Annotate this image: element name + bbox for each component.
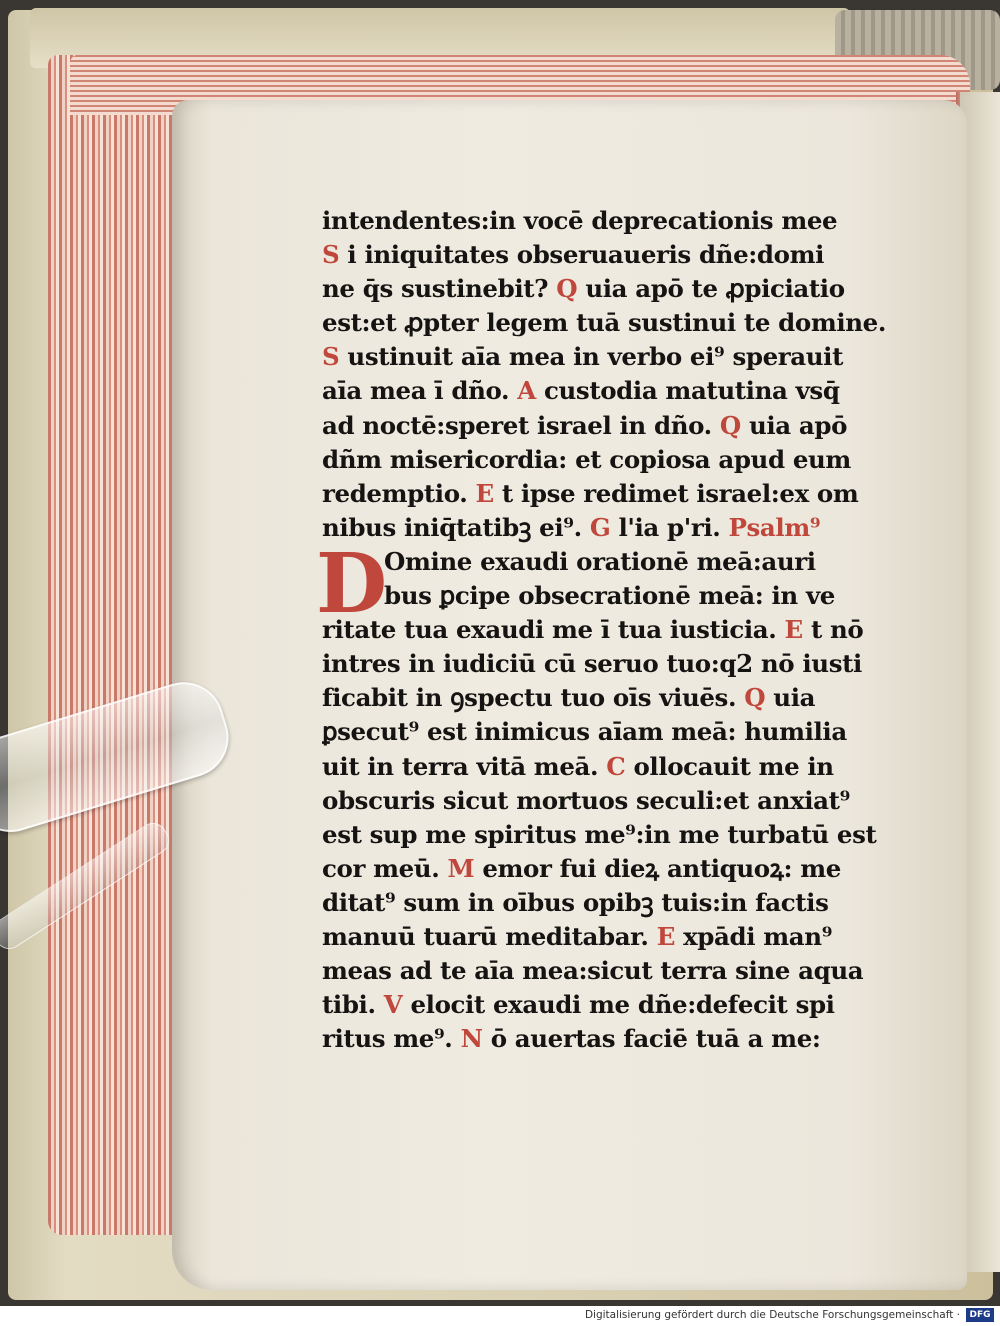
text-line: [322, 954, 892, 988]
rubric-initial: G: [589, 512, 611, 542]
text-line: [322, 340, 892, 374]
text-segment: redemptio.: [322, 478, 476, 508]
text-segment: est:et ꝓpter legem tuā sustinui te domine.: [322, 308, 886, 338]
rubric-initial: C: [606, 751, 626, 781]
text-line: [322, 204, 892, 238]
text-segment: ficabit in ꝯspectu tuo oīs viuēs.: [322, 683, 745, 713]
text-line: [322, 852, 892, 886]
text-segment: ꝑsecut⁹ est inimicus aīam meā: humilia: [322, 717, 847, 747]
text-line: [322, 272, 892, 306]
text-line: [322, 818, 892, 852]
text-line: [322, 511, 892, 545]
text-block: [322, 204, 892, 1056]
text-line: [322, 477, 892, 511]
text-segment: ritus me⁹.: [322, 1024, 461, 1054]
text-segment: uia apō: [740, 410, 848, 440]
rubric-initial: Q: [719, 410, 741, 440]
text-segment: uit in terra vitā meā.: [322, 751, 607, 781]
rubric-initial: M: [447, 853, 475, 883]
text-line: [322, 715, 892, 749]
rubric-initial: S: [322, 240, 340, 270]
text-line: [322, 443, 892, 477]
text-line: [322, 613, 892, 647]
text-segment: emor fui dieꝝ antiquoꝝ: me: [474, 853, 841, 883]
text-segment: ustinuit aīa mea in verbo ei⁹ sperauit: [339, 342, 844, 372]
text-segment: uia apō te ꝓpiciatio: [577, 274, 845, 304]
text-line: [322, 750, 892, 784]
text-segment: tibi.: [322, 990, 384, 1020]
text-segment: xpādi man⁹: [674, 921, 833, 951]
text-line: [322, 238, 892, 272]
text-segment: t nō: [802, 615, 864, 645]
text-segment: ritate tua exaudi me ī tua iusticia.: [322, 615, 785, 645]
text-line: [322, 647, 892, 681]
text-line: [322, 306, 892, 340]
text-segment: custodia matutina vsq̄: [535, 376, 840, 406]
dfg-credit-text: Digitalisierung gefördert durch die Deutsche Forschungsgemeinschaft ·: [584, 1309, 960, 1321]
text-segment: nibus iniq̄tatibꝫ ei⁹.: [322, 512, 590, 542]
text-segment: ditat⁹ sum in oībus opibꝫ tuis:in factis: [322, 887, 829, 917]
rubric-initial: N: [460, 1024, 483, 1054]
text-line: [322, 920, 892, 954]
text-segment: intres in iudiciū cū seruo tuo:q2 nō iusti: [322, 649, 862, 679]
text-line: [322, 579, 892, 613]
dfg-logo-icon: DFG: [966, 1308, 994, 1322]
initial-letter-D: D: [316, 536, 388, 632]
text-line: [322, 988, 892, 1022]
text-line: [322, 374, 892, 408]
text-segment: dñm misericordia: et copiosa apud eum: [322, 444, 851, 474]
text-segment: elocit exaudi me dñe:defecit spi: [402, 990, 835, 1020]
text-segment: aīa mea ī dño.: [322, 376, 518, 406]
text-line: [322, 681, 892, 715]
text-segment: obscuris sicut mortuos seculi:et anxiat⁹: [322, 785, 850, 815]
rubric-initial: Q: [744, 683, 766, 713]
rubric-initial: S: [322, 342, 340, 372]
rubric-initial: Psalm⁹: [728, 512, 821, 542]
text-line: [322, 784, 892, 818]
text-segment: ollocauit me in: [625, 751, 834, 781]
text-segment: meas ad te aīa mea:sicut terra sine aqua: [322, 956, 864, 986]
text-segment: uia: [765, 683, 816, 713]
text-segment: ne q̄s sustinebit?: [322, 274, 557, 304]
text-line: [322, 409, 892, 443]
text-segment: intendentes:in vocē deprecationis mee: [322, 206, 838, 235]
rubric-initial: A: [517, 376, 536, 406]
rubric-initial: E: [656, 921, 675, 951]
rubric-initial: E: [784, 615, 803, 645]
text-segment: l'ia p'ri.: [610, 512, 729, 542]
text-segment: ad noctē:speret israel in dño.: [322, 410, 720, 440]
text-segment: manuū tuarū meditabar.: [322, 921, 657, 951]
rubric-initial: Q: [556, 274, 578, 304]
text-segment: Omine exaudi orationē meā:auri: [384, 546, 816, 576]
red-page-edges: [48, 55, 188, 1235]
text-line: [322, 1022, 892, 1056]
text-line: [322, 545, 892, 579]
text-segment: est sup me spiritus me⁹:in me turbatū est: [322, 819, 877, 849]
text-segment: i iniquitates obseruaueris dñe:domi: [339, 240, 825, 270]
text-segment: cor meū.: [322, 853, 448, 883]
text-segment: ō auertas faciē tuā a me:: [482, 1024, 821, 1054]
rubric-initial: E: [475, 478, 494, 508]
text-line: [322, 886, 892, 920]
rubric-initial: V: [383, 990, 403, 1020]
text-segment: bus ꝑcipe obsecrationē meā: in ve: [384, 581, 835, 611]
text-segment: t ipse redimet israel:ex om: [493, 478, 859, 508]
